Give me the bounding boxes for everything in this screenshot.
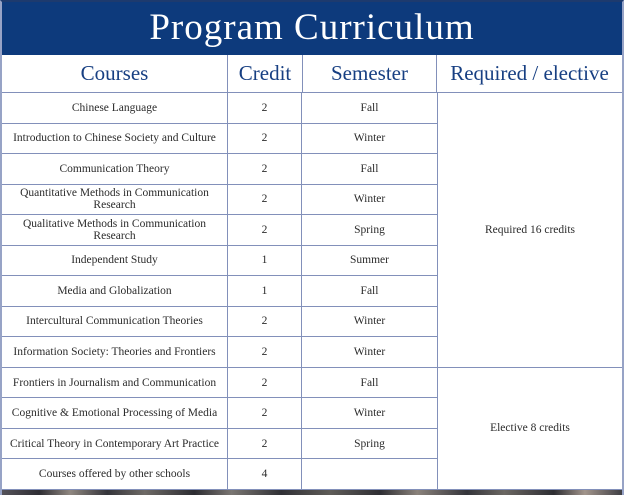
credit-cell: 2	[228, 398, 302, 428]
table-left-section	[2, 93, 437, 490]
title-bar	[2, 2, 622, 55]
course-cell: Courses offered by other schools	[2, 459, 228, 489]
semester-cell: Summer	[350, 254, 389, 267]
table-row	[2, 215, 437, 246]
table-row	[2, 154, 437, 185]
course-cell: Critical Theory in Contemporary Art Practice	[2, 429, 228, 459]
credit-cell: 2	[228, 429, 302, 459]
credit-cell: 2	[228, 154, 302, 184]
course-cell: Intercultural Communication Theories	[2, 307, 228, 337]
table-row	[2, 368, 437, 399]
table-row	[2, 93, 437, 124]
credit-cell: 2	[228, 307, 302, 337]
required-credits-cell: Required 16 credits	[438, 93, 622, 368]
background-edge-strip	[2, 490, 622, 495]
credit-cell: 2	[228, 93, 302, 123]
semester-cell: Fall	[360, 376, 379, 389]
credit-cell: 1	[228, 276, 302, 306]
credit-cell: 2	[228, 124, 302, 154]
semester-cell: Winter	[353, 315, 386, 328]
elective-credits-cell: Elective 8 credits	[438, 368, 622, 490]
table-row	[2, 124, 437, 155]
table-row	[2, 307, 437, 338]
semester-cell: Winter	[353, 193, 386, 206]
column-header-courses: Courses	[2, 55, 228, 92]
column-header-semester: Semester	[303, 55, 437, 92]
semester-cell	[302, 459, 437, 489]
page-title: Program Curriculum	[149, 7, 475, 48]
credit-cell: 1	[228, 246, 302, 276]
table-row	[2, 398, 437, 429]
semester-cell: Spring	[354, 437, 385, 450]
course-cell: Information Society: Theories and Frontiers	[2, 337, 228, 367]
course-cell: Frontiers in Journalism and Communication	[2, 368, 228, 398]
credit-cell: 2	[228, 215, 302, 245]
course-cell: Cognitive & Emotional Processing of Media	[2, 398, 228, 428]
table-row	[2, 276, 437, 307]
course-cell: Media and Globalization	[2, 276, 228, 306]
credit-cell: 4	[228, 459, 302, 489]
semester-cell: Winter	[353, 132, 386, 145]
course-cell: Quantitative Methods in Communication Research	[2, 185, 228, 215]
table-row	[2, 337, 437, 368]
table-row	[2, 185, 437, 216]
semester-cell: Winter	[353, 346, 386, 359]
semester-cell: Winter	[353, 407, 386, 420]
table-body	[2, 93, 622, 490]
semester-cell: Fall	[360, 284, 379, 297]
credit-cell: 2	[228, 337, 302, 367]
semester-cell: Spring	[354, 223, 385, 236]
course-cell: Introduction to Chinese Society and Culture	[2, 124, 228, 154]
table-row	[2, 459, 437, 490]
credit-cell: 2	[228, 185, 302, 215]
semester-cell: Fall	[360, 162, 379, 175]
course-cell: Qualitative Methods in Communication Research	[2, 215, 228, 245]
table-right-section	[437, 93, 622, 490]
table-row	[2, 246, 437, 277]
table-row	[2, 429, 437, 460]
column-header-credit: Credit	[228, 55, 303, 92]
course-cell: Chinese Language	[2, 93, 228, 123]
column-header-required-elective: Required / elective	[450, 61, 609, 85]
course-cell: Independent Study	[2, 246, 228, 276]
credit-cell: 2	[228, 368, 302, 398]
course-cell: Communication Theory	[2, 154, 228, 184]
semester-cell: Fall	[360, 101, 379, 114]
table-header-row	[2, 55, 622, 93]
